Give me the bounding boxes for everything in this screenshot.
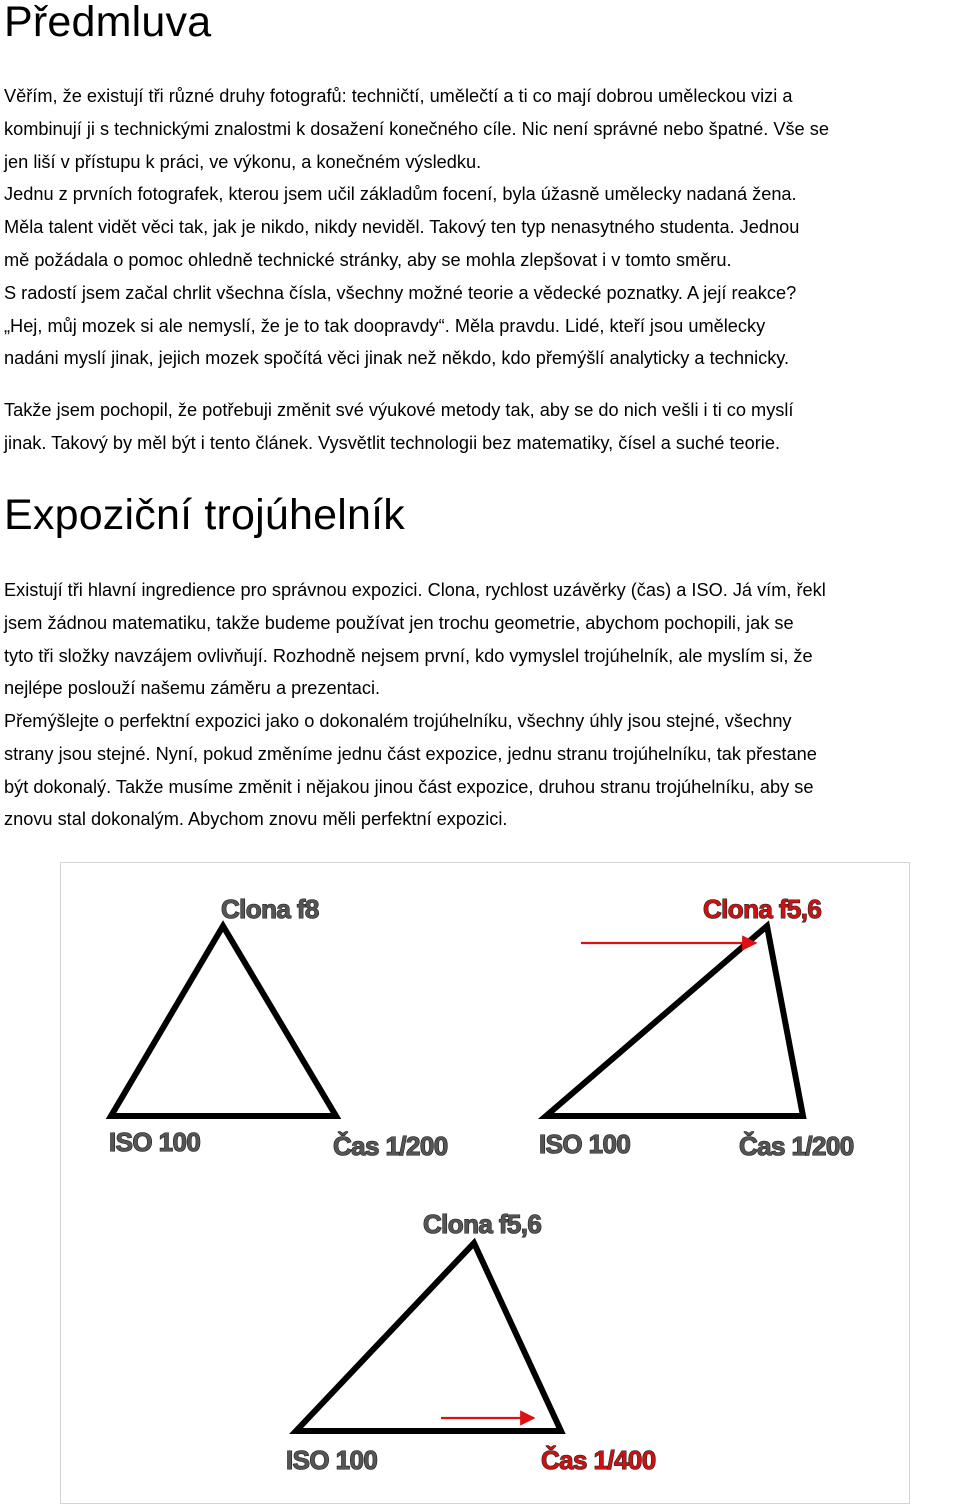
text-line: nejlépe poslouží našemu záměru a prezentaci.: [4, 678, 381, 699]
triangle-paragraph-2: [4, 705, 956, 836]
text-line: kombinují ji s technickými znalostmi k dosažení konečného cíle. Nic není správné nebo špatné. Vše se: [4, 118, 829, 139]
triangle-1-right-label: Čas 1/200: [333, 1131, 448, 1161]
triangle-3-right-label: Čas 1/400: [541, 1445, 656, 1475]
triangle-3-top-label: Clona f5,6: [423, 1209, 542, 1239]
text-line: strany jsou stejné. Nyní, pokud změníme jednu část expozice, jednu stranu trojúhelníku, tak přestane: [4, 743, 817, 764]
text-line: nadáni myslí jinak, jejich mozek spočítá věci jinak než někdo, kdo přemýšlí analyticky a technicky.: [4, 348, 790, 369]
triangle-3-group: [286, 1209, 656, 1475]
text-line: Jednu z prvních fotografek, kterou jsem učil základům focení, byla úžasně umělecky nadaná žena.: [4, 184, 797, 205]
exposure-triangle-diagram: [61, 863, 911, 1505]
triangle-3-left-label: ISO 100: [286, 1445, 378, 1475]
text-line: znovu stal dokonalým. Abychom znovu měli perfektní expozici.: [4, 809, 508, 830]
triangle-2-top-label: Clona f5,6: [703, 894, 822, 924]
text-line: Přemýšlejte o perfektní expozici jako o dokonalém trojúhelníku, všechny úhly jsou stejné, všechny: [4, 711, 792, 731]
text-line: tyto tři složky navzájem ovlivňují. Rozhodně nejsem první, kdo vymyslel trojúhelník, ale myslím si, že: [4, 645, 813, 666]
preface-paragraph-1: [4, 80, 956, 375]
triangle-1-left-label: ISO 100: [109, 1127, 201, 1157]
text-line: „Hej, můj mozek si ale nemyslí, že je to tak doopravdy“. Měla pravdu. Lidé, kteří jsou umělecky: [4, 315, 766, 336]
exposure-triangle-figure: [60, 862, 910, 1504]
text-line: jsem žádnou matematiku, takže budeme používat jen trochu geometrie, abychom pochopili, jak se: [4, 612, 794, 633]
triangle-2-group: [539, 894, 854, 1161]
text-line: mě požádala o pomoc ohledně technické stránky, aby se mohla zlepšovat i v tomto směru.: [4, 249, 732, 270]
triangle-2: [546, 926, 803, 1116]
text-line: jen liší v přístupu k práci, ve výkonu, a konečném výsledku.: [4, 151, 482, 172]
text-line: Takže jsem pochopil, že potřebuji změnit své výukové metody tak, aby se do nich vešli i ti co myslí: [4, 400, 794, 420]
triangle-1-top-label: Clona f8: [221, 894, 319, 924]
text-line: být dokonalý. Takže musíme změnit i nějakou jinou část expozice, druhou stranu trojúhelníku, aby se: [4, 776, 814, 797]
text-line: Měla talent vidět věci tak, jak je nikdo, nikdy neviděl. Takový ten typ nenasytného studenta. Jednou: [4, 217, 800, 238]
preface-paragraph-2: [4, 394, 956, 460]
heading-predmluva: Předmluva: [4, 0, 212, 46]
text-line: S radostí jsem začal chrlit všechna čísla, všechny možné teorie a vědecké poznatky. A její reakce?: [4, 282, 797, 303]
triangle-1: [111, 926, 336, 1116]
triangle-paragraph-1: [4, 574, 956, 705]
heading-expozicni-trojuhelnik: Expoziční trojúhelník: [4, 491, 405, 539]
triangle-2-right-label: Čas 1/200: [739, 1131, 854, 1161]
text-line: jinak. Takový by měl být i tento článek. Vysvětlit technologii bez matematiky, čísel a suché teorie.: [4, 432, 781, 453]
text-line: Věřím, že existují tři různé druhy fotografů: techničtí, umělečtí a ti co mají dobrou uměleckou vizi a: [4, 86, 793, 106]
triangle-1-group: [109, 894, 448, 1161]
triangle-2-left-label: ISO 100: [539, 1129, 631, 1159]
triangle-3: [296, 1243, 561, 1431]
text-line: Existují tři hlavní ingredience pro správnou expozici. Clona, rychlost uzávěrky (čas) a ISO. Já vím, řekl: [4, 580, 826, 600]
